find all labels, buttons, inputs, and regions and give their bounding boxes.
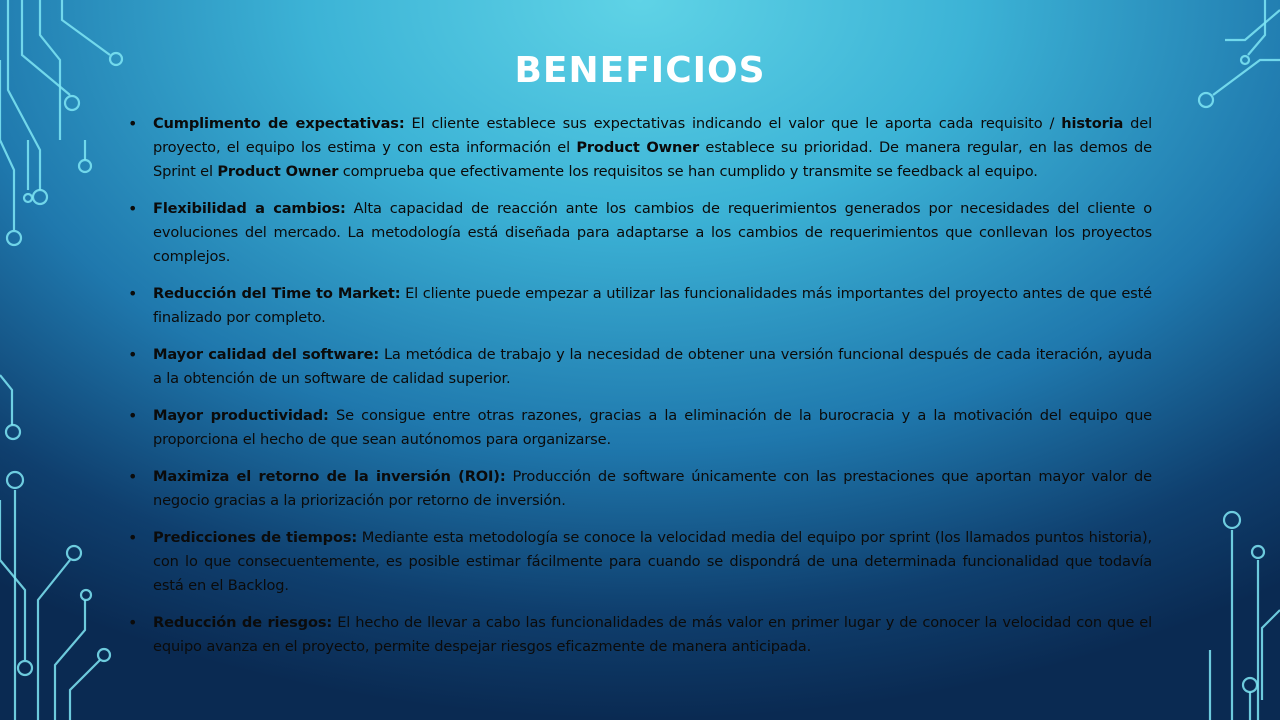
benefit-text: Alta capacidad de reacción ante los cambios de requerimientos generados por necesidades del cliente o evoluciones del mercado. La metodología está diseñada para adaptarse a los cambios de requerimientos que conllevan los proyectos complejos. [153, 200, 1153, 265]
bullet-dot: • [128, 114, 138, 133]
benefit-text: Producción de software únicamente con las prestaciones que aportan mayor valor de negocio gracias a la priorización por retorno de inversión. [153, 468, 1153, 509]
benefit-text: El hecho de llevar a cabo las funcionalidades de más valor en primer lugar y de conocer la velocidad con que el equipo avanza en el proyecto, permite despejar riesgos eficazmente de manera anticipada. [153, 614, 1153, 655]
benefit-item [128, 526, 1152, 598]
benefit-term: Maximiza el retorno de la inversión (ROI): [153, 468, 506, 485]
benefit-item [128, 112, 1152, 184]
benefit-term: Flexibilidad a cambios: [153, 200, 346, 217]
benefit-term: Mayor productividad: [153, 407, 329, 424]
bullet-dot: • [128, 199, 138, 218]
benefit-term: Predicciones de tiempos: [153, 529, 358, 546]
benefit-term: Reducción del Time to Market: [153, 285, 401, 302]
slide-title: BENEFICIOS [514, 50, 766, 91]
bullet-dot: • [128, 345, 138, 364]
benefit-term: historia [1061, 115, 1124, 132]
bullet-dot: • [128, 613, 138, 632]
benefit-term: Reducción de riesgos: [153, 614, 333, 631]
benefit-text: comprueba que efectivamente los requisitos se han cumplido y transmite se feedback al equipo. [338, 163, 1038, 180]
bullet-dot: • [128, 528, 138, 547]
benefits-list [128, 112, 1152, 672]
bullet-dot: • [128, 284, 138, 303]
benefit-item [128, 465, 1152, 513]
benefit-text: Se consigue entre otras razones, gracias a la eliminación de la burocracia y a la motivación del equipo que proporciona el hecho de que sean autónomos para organizarse. [153, 407, 1152, 448]
benefit-text: del proyecto, el equipo los estima y con esta información el [153, 115, 1152, 156]
benefit-term: Product Owner [576, 139, 700, 156]
benefit-text: establece su prioridad. De manera regular, en las demos de Sprint el [153, 139, 1153, 180]
benefit-item [128, 404, 1152, 452]
benefit-term: Product Owner [217, 163, 339, 180]
benefit-term: Cumplimento de expectativas: [153, 115, 405, 132]
benefit-term: Mayor calidad del software: [153, 346, 380, 363]
benefit-item [128, 282, 1152, 330]
benefit-item [128, 343, 1152, 391]
bullet-dot: • [128, 406, 138, 425]
bullet-dot: • [128, 467, 138, 486]
benefit-item [128, 197, 1152, 269]
benefit-item [128, 611, 1152, 659]
benefit-text: Mediante esta metodología se conoce la velocidad media del equipo por sprint (los llamados puntos historia), con lo que consecuentemente, es posible estimar fácilmente para cuando se dispondrá de una determinada funcionalidad que todavía está en el Backlog. [153, 529, 1152, 594]
benefit-text: El cliente establece sus expectativas indicando el valor que le aporta cada requisito / [404, 115, 1062, 132]
benefit-text: La metódica de trabajo y la necesidad de obtener una versión funcional después de cada iteración, ayuda a la obtención de un software de calidad superior. [153, 346, 1152, 387]
benefit-text: El cliente puede empezar a utilizar las funcionalidades más importantes del proyecto antes de que esté finalizado por completo. [153, 285, 1152, 326]
